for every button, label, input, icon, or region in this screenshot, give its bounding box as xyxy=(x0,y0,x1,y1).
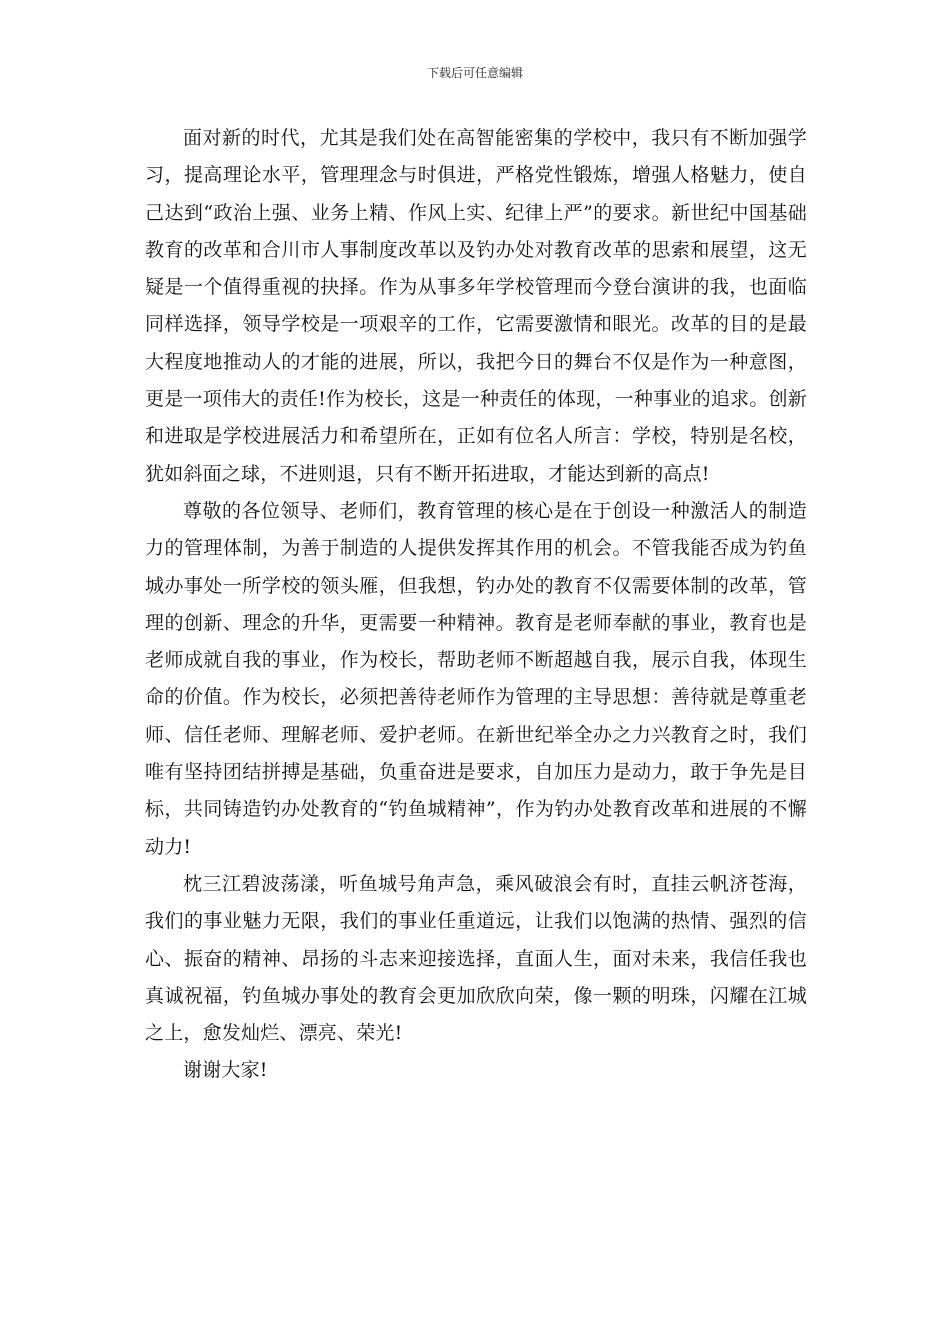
paragraph-2: 尊敬的各位领导、老师们，教育管理的核心是在于创设一种激活人的制造力的管理体制，为善于制造的人提供发挥其作用的机会。不管我能否成为钓鱼城办事处一所学校的领头雁，但我想，钓办处的教育不仅需要体制的改革，管理的创新、理念的升华，更需要一种精神。教育是老师奉献的事业，教育也是老师成就自我的事业，作为校长，帮助老师不断超越自我，展示自我，体现生命的价值。作为校长，必须把善待老师作为管理的主导思想：善待就是尊重老师、信任老师、理解老师、爱护老师。在新世纪举全办之力兴教育之时，我们唯有坚持团结拼搏是基础，负重奋进是要求，自加压力是动力，敢于争先是目标，共同铸造钓办处教育的“钓鱼城精神”，作为钓办处教育改革和进展的不懈动力! xyxy=(145,499,807,858)
paragraph-3: 枕三江碧波荡漾，听鱼城号角声急，乘风破浪会有时，直挂云帆济苍海，我们的事业魅力无限，我们的事业任重道远，让我们以饱满的热情、强烈的信心、振奋的精神、昂扬的斗志来迎接选择，直面人生，面对未来，我信任我也真诚祝福，钓鱼城办事处的教育会更加欣欣向荣，像一颗的明珠，闪耀在江城之上，愈发灿烂、漂亮、荣光! xyxy=(145,872,807,1045)
page-header-note: 下载后可任意编辑 xyxy=(426,66,523,80)
paragraph-1: 面对新的时代，尤其是我们处在高智能密集的学校中，我只有不断加强学习，提高理论水平，管理理念与时俱进，严格党性锻炼，增强人格魅力，使自己达到“政治上强、业务上精、作风上实、纪律上严”的要求。新世纪中国基础教育的改革和合川市人事制度改革以及钓办处对教育改革的思索和展望，这无疑是一个值得重视的抉择。作为从事多年学校管理而今登台演讲的我，也面临同样选择，领导学校是一项艰辛的工作，它需要激情和眼光。改革的目的是最大程度地推动人的才能的进展，所以，我把今日的舞台不仅是作为一种意图，更是一项伟大的责任!作为校长，这是一种责任的体现，一种事业的追求。创新和进取是学校进展活力和希望所在，正如有位名人所言：学校，特别是名校，犹如斜面之球，不进则退，只有不断开拓进取，才能达到新的高点! xyxy=(145,127,807,485)
paragraph-4: 谢谢大家! xyxy=(183,1059,268,1082)
document-body xyxy=(145,120,807,1090)
